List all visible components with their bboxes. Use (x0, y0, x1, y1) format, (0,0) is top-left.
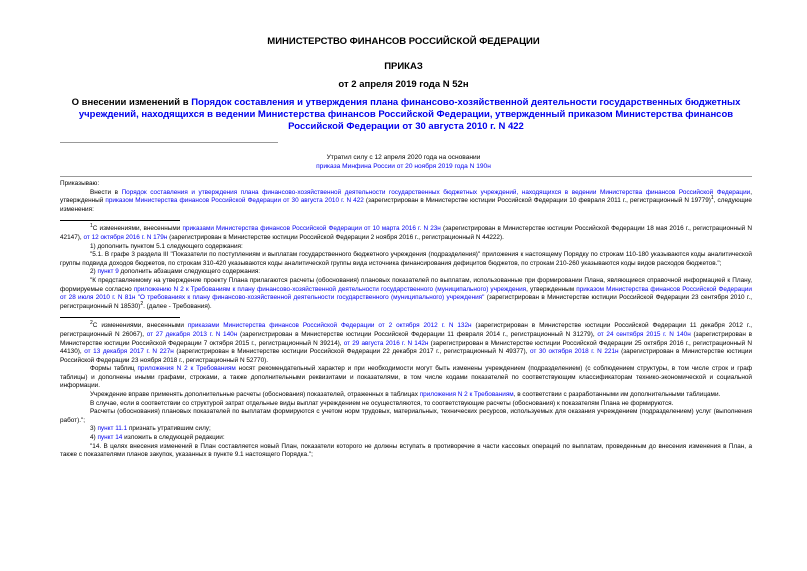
text: , утвержденным (526, 285, 577, 293)
text: 2) (90, 268, 98, 276)
link-prilozhenie-2[interactable]: приложению N 2 к Требованиям к плану финансово-хозяйственной деятельности государственного (муниципального) учреждения (133, 285, 527, 293)
link-prikaz-227n[interactable]: от 13 декабря 2017 г. N 227н (84, 348, 174, 356)
link-prikaz-81n[interactable]: приказом Министерства финансов Российской Федерации от 28 июля 2010 г. N 81н "О требованиях к плану финансово-хозяйственной деятельности государственного (муниципального) учреждения" (60, 285, 753, 302)
document-title (60, 97, 752, 133)
text: , в соответствии с разработанными им дополнительными таблицами. (513, 391, 721, 399)
status-divider (60, 176, 752, 177)
document-date: от 2 апреля 2019 года N 52н (338, 79, 469, 90)
text: Формы таблиц (90, 365, 138, 373)
link-prikaz-132n[interactable]: приказами Министерства финансов Российской Федерации от 2 октября 2012 г. N 132н (187, 322, 472, 330)
link-punkt-14[interactable]: пункт 14 (97, 434, 123, 442)
link-prikaz-23n[interactable]: приказами Министерства финансов Российской Федерации от 10 марта 2016 г. N 23н (182, 225, 441, 233)
text: С изменениями, внесенными (92, 225, 183, 233)
footnote-2 (60, 322, 752, 365)
link-punkt-11-1[interactable]: пункт 11.1 (97, 425, 128, 433)
title-link[interactable]: Порядок составления и утверждения плана финансово-хозяйственной деятельности государственных бюджетных учреждений, находящихся в ведении Министерства финансов Российской Федерации, утвержденный приказом Министерства финансов Российской Федерации от 30 августа 2010 г. N 422 (78, 97, 741, 132)
status-line: Утратил силу с 12 апреля 2020 года на основании (326, 154, 481, 161)
text: (зарегистрирован в Министерстве юстиции Российской Федерации 7 октября 2015 г., регистрационный N 39214), (60, 330, 752, 347)
footnote-ref-2: 2 (140, 300, 144, 307)
footnote-ref-1: 1 (710, 195, 714, 202)
text: 4) (90, 434, 98, 442)
document-type: ПРИКАЗ (384, 61, 423, 72)
document-body (60, 180, 752, 460)
paragraph-forms (60, 365, 752, 391)
item-1: 1) дополнить пунктом 5.1 следующего содержания: (90, 242, 243, 250)
text: , утвержденный (60, 188, 752, 205)
item-2 (60, 268, 752, 277)
footnote-mark: 2 (90, 320, 93, 327)
text: дополнить абзацами следующего содержания: (118, 268, 261, 276)
text: Учреждение вправе применять дополнительные расчеты (обоснования) показателей, отраженных в таблицах (90, 391, 420, 399)
link-prikaz-422[interactable]: приказом Министерства финансов Российской Федерации от 30 августа 2010 г. N 422 (105, 197, 364, 205)
footnote-1 (60, 225, 752, 242)
text: . (далее - Требования). (143, 302, 212, 310)
text: Внести в (90, 188, 122, 196)
body-paragraph (60, 189, 752, 215)
link-prikaz-140n-2015[interactable]: от 24 сентября 2015 г. N 140н (597, 330, 691, 338)
paragraph-uchrezhdenie (60, 391, 752, 400)
ministry-heading: МИНИСТЕРСТВО ФИНАНСОВ РОССИЙСКОЙ ФЕДЕРАЦИИ (267, 36, 540, 47)
item-3 (60, 425, 752, 434)
title-prefix: О внесении изменений в (71, 97, 192, 108)
item-2-quote (60, 277, 752, 311)
text: 3) (90, 425, 98, 433)
text: (зарегистрирован в Министерстве юстиции Российской Федерации 10 февраля 2011 г., регистрационный N 19779) (363, 197, 711, 205)
item-1-quote: "5.1. В графе 3 раздела III "Показатели по поступлениям и выплатам государственного бюджетного учреждения (подразделения)" приложения к настоящему Порядку по строкам 110-180 указываются коды аналитической группы подвида доходов бюджетов, по строкам 310-420 указываются коды аналитической группы вида источника финансирования дефицитов бюджетов, по строкам 210-260 указываются коды видов расходов бюджетов."; (60, 251, 752, 267)
link-prikaz-140n-2013[interactable]: от 27 декабря 2013 г. N 140н (146, 330, 238, 338)
status-note (0, 153, 807, 171)
text: (зарегистрирован в Министерстве юстиции Российской Федерации 23 ноября 2018 г., регистрационный N 52770). (60, 348, 753, 364)
link-prilozhenie-2-forms[interactable]: приложения N 2 к Требованиям (137, 365, 236, 373)
footnote-divider (60, 220, 180, 221)
status-link[interactable]: приказа Минфина России от 20 ноября 2019 года N 190н (316, 163, 491, 170)
text: изложить в следующей редакции: (122, 434, 225, 442)
text: С изменениями, внесенными (92, 322, 188, 330)
text: носят рекомендательный характер и при необходимости могут быть изменены учреждением (подразделением) (с соблюдением структуры, в том числе строк и граф таблицы) и дополнены иными графами, строками, а также дополнительными реквизитами и показателями, в том числе кодами показателей по соответствующим классификаторам технико-экономической и социальной информации. (60, 365, 753, 390)
text: "К представляемому на утверждение проекту Плана прилагаются расчеты (обоснования) плановых показателей по выплатам, использованные при формировании Плана, являющиеся справочной информацией к Плану, формируемые согласно (60, 276, 752, 293)
body-intro: Приказываю: (60, 180, 100, 187)
text: (зарегистрирован в Министерстве юстиции Российской Федерации 18 мая 2016 г., регистрационный N 42147), (60, 225, 752, 241)
text: признать утратившим силу; (127, 425, 211, 433)
link-prikaz-221n[interactable]: от 30 октября 2018 г. N 221н (529, 348, 619, 356)
text: (зарегистрирован в Министерстве юстиции Российской Федерации 25 октября 2016 г., регистрационный N 44130), (60, 339, 752, 356)
text: , следующие изменения: (60, 197, 752, 213)
text: (зарегистрирован в Министерстве юстиции Российской Федерации 23 сентября 2010 г., регистрационный N 18530) (60, 294, 752, 310)
link-prikaz-179n[interactable]: от 12 октября 2016 г. N 179н (83, 233, 168, 241)
text: (зарегистрирован в Министерстве юстиции Российской Федерации 2 ноября 2016 г., регистрационный N 44222). (167, 233, 504, 241)
link-poryadok[interactable]: Порядок составления и утверждения плана финансово-хозяйственной деятельности государственных бюджетных учреждений, находящихся в ведении Министерства финансов Российской Федерации (121, 188, 751, 196)
header-divider (60, 142, 278, 143)
item-4 (60, 434, 752, 443)
paragraph-sluchae: В случае, если в соответствии со структурой затрат отдельные виды выплат учреждением не осуществляются, то соответствующие расчеты (обоснования) к показателям Плана не формируются. (90, 399, 674, 407)
link-prikaz-142n[interactable]: от 29 августа 2016 г. N 142н (343, 339, 429, 347)
link-prilozhenie-2-tables[interactable]: приложения N 2 к Требованиям (419, 391, 514, 399)
footnote-mark: 1 (90, 223, 93, 230)
link-punkt-9[interactable]: пункт 9 (97, 268, 119, 276)
item-4-quote: "14. В целях внесения изменений в План составляется новый План, показатели которого не должны вступать в противоречие в части кассовых операций по выплатам, проведенным до внесения изменения в План, а также с показателями планов закупок, указанных в пункте 9.1 настоящего Порядка."; (60, 442, 752, 459)
footnote-divider (60, 317, 180, 318)
paragraph-raschety: Расчеты (обоснования) плановых показателей по выплатам формируются с учетом норм трудовых, материальных, технических ресурсов, используемых для оказания учреждением (подразделением) услуг (выполнения работ)."; (60, 408, 752, 424)
text: (зарегистрирован в Министерстве юстиции Российской Федерации 22 декабря 2017 г., регистрационный N 49377), (173, 348, 530, 356)
text: (зарегистрирован в Министерстве юстиции Российской Федерации 11 февраля 2014 г., регистрационный N 31279), (237, 330, 598, 338)
text: (зарегистрирован в Министерстве юстиции Российской Федерации 11 декабря 2012 г., регистрационный N 26067), (60, 322, 752, 338)
